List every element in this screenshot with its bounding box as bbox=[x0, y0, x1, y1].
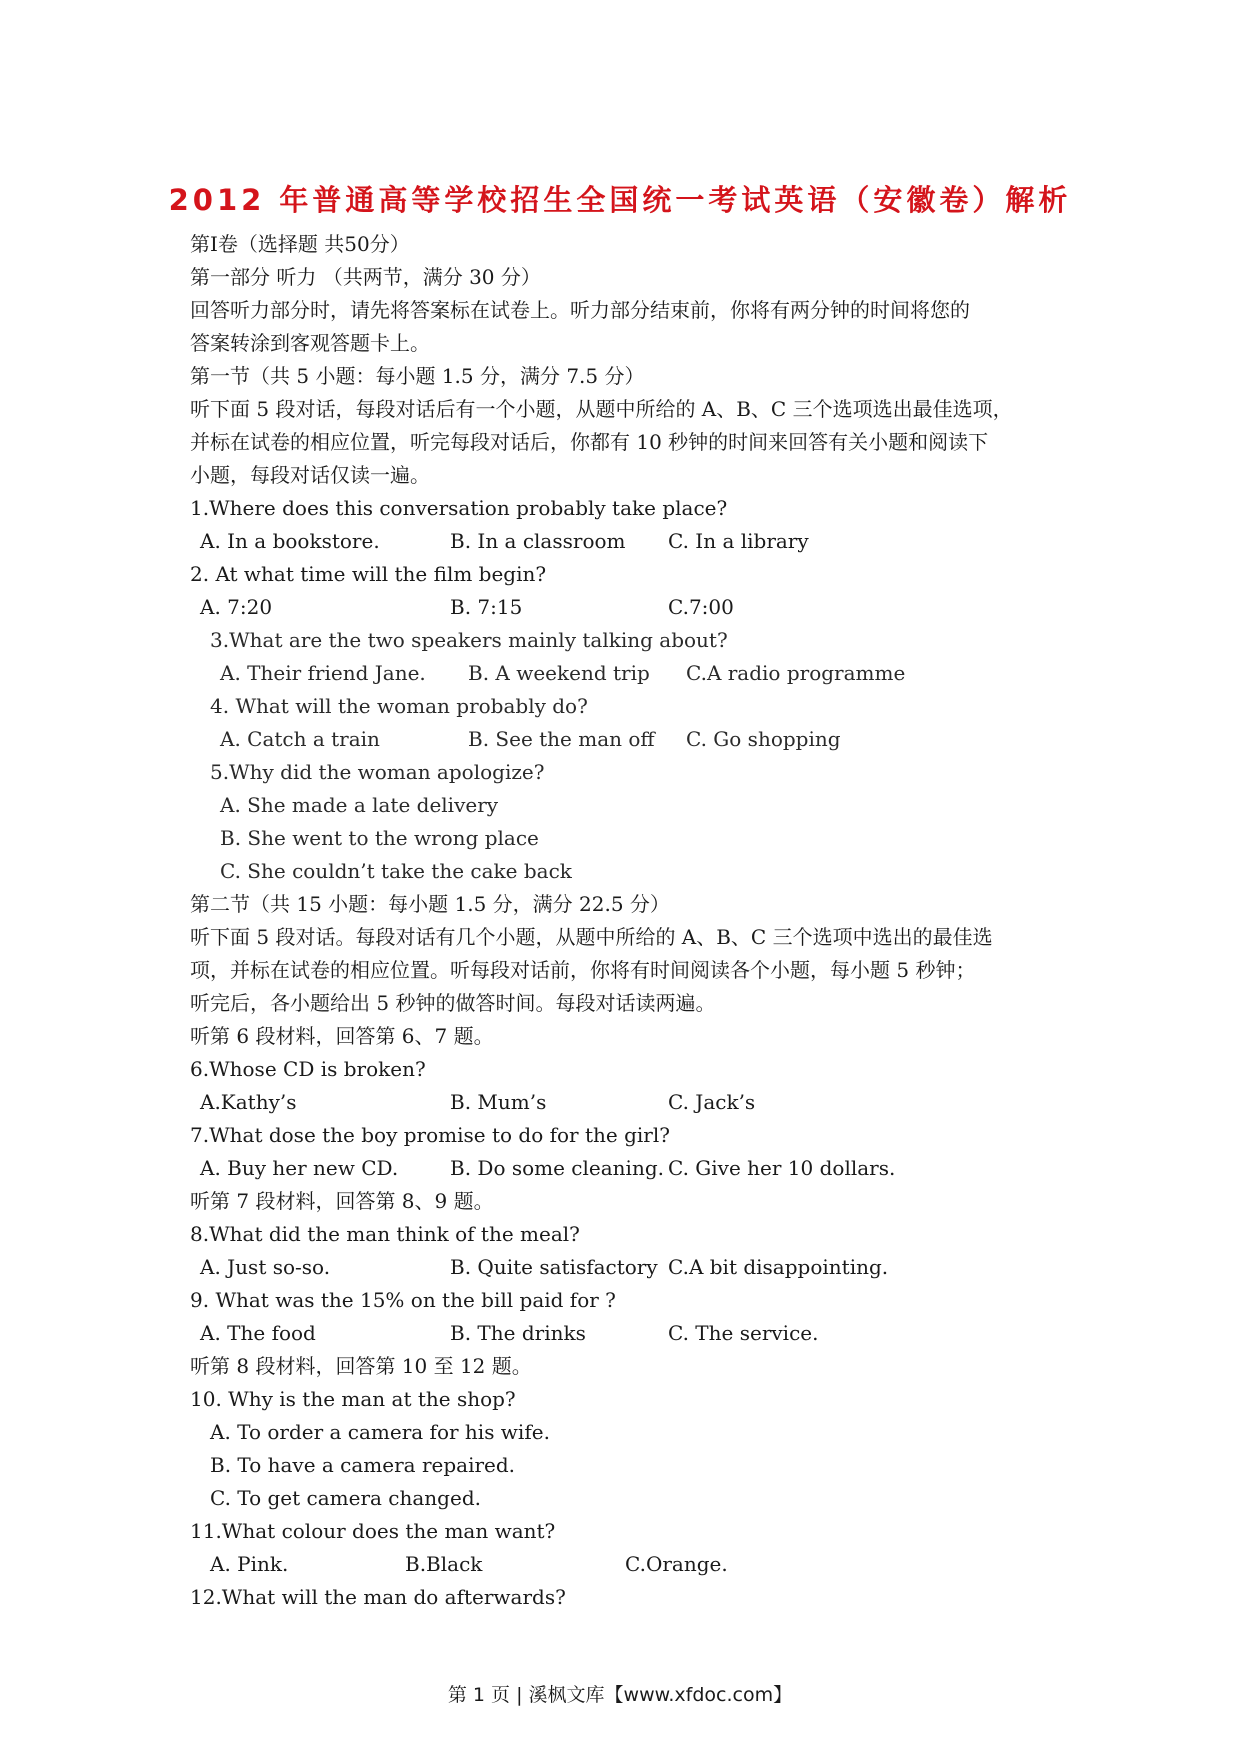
option-c: C. In a library bbox=[668, 529, 809, 553]
option-a: A. The food bbox=[200, 1321, 316, 1345]
option-b: B. The drinks bbox=[450, 1321, 586, 1345]
options-7 bbox=[190, 1152, 1070, 1185]
option-a: A. To order a camera for his wife. bbox=[210, 1420, 550, 1444]
question-12: 12.What will the man do afterwards? bbox=[190, 1585, 566, 1609]
material-heading: 听第 7 段材料，回答第 8、9 题。 bbox=[190, 1189, 494, 1213]
document-body bbox=[190, 228, 1070, 1614]
option-c: C. Go shopping bbox=[686, 727, 841, 751]
option-c: C. Jack’s bbox=[668, 1090, 756, 1114]
options-2 bbox=[190, 591, 1070, 624]
option-a: A.Kathy’s bbox=[200, 1090, 297, 1114]
options-3 bbox=[190, 657, 1070, 690]
option-a: A. 7:20 bbox=[200, 595, 273, 619]
option-c: C. She couldn’t take the cake back bbox=[220, 859, 572, 883]
instructions-line: 听完后，各小题给出 5 秒钟的做答时间。每段对话读两遍。 bbox=[190, 991, 716, 1015]
instructions-line: 听下面 5 段对话，每段对话后有一个小题，从题中所给的 A、B、C 三个选项选出最佳选项， bbox=[190, 397, 1013, 421]
option-b: B. Do some cleaning. bbox=[450, 1156, 664, 1180]
section-heading: 第一节（共 5 小题：每小题 1.5 分，满分 7.5 分） bbox=[190, 364, 645, 388]
option-a: A. Just so-so. bbox=[200, 1255, 331, 1279]
paper-section-heading: 第Ⅰ卷（选择题 共50分） bbox=[190, 232, 410, 256]
option-c: C.Orange. bbox=[625, 1552, 728, 1576]
question-9: 9. What was the 15% on the bill paid for ? bbox=[190, 1288, 616, 1312]
option-c: C.A radio programme bbox=[686, 661, 906, 685]
options-1 bbox=[190, 525, 1070, 558]
option-a: A. Pink. bbox=[210, 1552, 289, 1576]
section-heading: 第二节（共 15 小题：每小题 1.5 分，满分 22.5 分） bbox=[190, 892, 670, 916]
option-b: B. To have a camera repaired. bbox=[210, 1453, 516, 1477]
question-1: 1.Where does this conversation probably take place? bbox=[190, 496, 728, 520]
question-7: 7.What dose the boy promise to do for the girl? bbox=[190, 1123, 670, 1147]
question-4: 4. What will the woman probably do? bbox=[210, 694, 588, 718]
question-8: 8.What did the man think of the meal? bbox=[190, 1222, 580, 1246]
question-11: 11.What colour does the man want? bbox=[190, 1519, 556, 1543]
option-c: C. To get camera changed. bbox=[210, 1486, 481, 1510]
option-c: C.A bit disappointing. bbox=[668, 1255, 889, 1279]
option-b: B. See the man off bbox=[468, 727, 655, 751]
instructions-line: 小题，每段对话仅读一遍。 bbox=[190, 463, 430, 487]
option-a: A. Catch a train bbox=[220, 727, 380, 751]
option-b: B. A weekend trip bbox=[468, 661, 650, 685]
page-footer: 第 1 页 | 溪枫文库【www.xfdoc.com】 bbox=[447, 1684, 793, 1706]
options-9 bbox=[190, 1317, 1070, 1350]
instructions-line: 听下面 5 段对话。每段对话有几个小题，从题中所给的 A、B、C 三个选项中选出的最佳选 bbox=[190, 925, 993, 949]
option-b: B. 7:15 bbox=[450, 595, 523, 619]
material-heading: 听第 6 段材料，回答第 6、7 题。 bbox=[190, 1024, 494, 1048]
option-b: B.Black bbox=[405, 1552, 483, 1576]
instructions-line: 回答听力部分时，请先将答案标在试卷上。听力部分结束前，你将有两分钟的时间将您的 bbox=[190, 298, 970, 322]
options-8 bbox=[190, 1251, 1070, 1284]
instructions-line: 答案转涂到客观答题卡上。 bbox=[190, 331, 430, 355]
option-b: B. Quite satisfactory bbox=[450, 1255, 658, 1279]
options-11 bbox=[190, 1548, 1070, 1581]
material-heading: 听第 8 段材料，回答第 10 至 12 题。 bbox=[190, 1354, 532, 1378]
options-6 bbox=[190, 1086, 1070, 1119]
option-a: A. She made a late delivery bbox=[220, 793, 499, 817]
question-3: 3.What are the two speakers mainly talking about? bbox=[210, 628, 728, 652]
option-b: B. She went to the wrong place bbox=[220, 826, 539, 850]
option-c: C. Give her 10 dollars. bbox=[668, 1156, 896, 1180]
option-c: C.7:00 bbox=[668, 595, 734, 619]
document-title: 2012 年普通高等学校招生全国统一考试英语（安徽卷）解析 bbox=[168, 183, 1072, 217]
question-6: 6.Whose CD is broken? bbox=[190, 1057, 426, 1081]
question-10: 10. Why is the man at the shop? bbox=[190, 1387, 516, 1411]
options-4 bbox=[190, 723, 1070, 756]
option-b: B. Mum’s bbox=[450, 1090, 547, 1114]
instructions-line: 项，并标在试卷的相应位置。听每段对话前，你将有时间阅读各个小题，每小题 5 秒钟； bbox=[190, 958, 976, 982]
option-a: A. In a bookstore. bbox=[200, 529, 380, 553]
question-2: 2. At what time will the film begin? bbox=[190, 562, 547, 586]
instructions-line: 并标在试卷的相应位置，听完每段对话后，你都有 10 秒钟的时间来回答有关小题和阅读下 bbox=[190, 430, 989, 454]
question-5: 5.Why did the woman apologize? bbox=[210, 760, 545, 784]
option-a: A. Buy her new CD. bbox=[200, 1156, 399, 1180]
option-b: B. In a classroom bbox=[450, 529, 626, 553]
option-c: C. The service. bbox=[668, 1321, 819, 1345]
option-a: A. Their friend Jane. bbox=[220, 661, 426, 685]
part-heading: 第一部分 听力 （共两节，满分 30 分） bbox=[190, 265, 541, 289]
